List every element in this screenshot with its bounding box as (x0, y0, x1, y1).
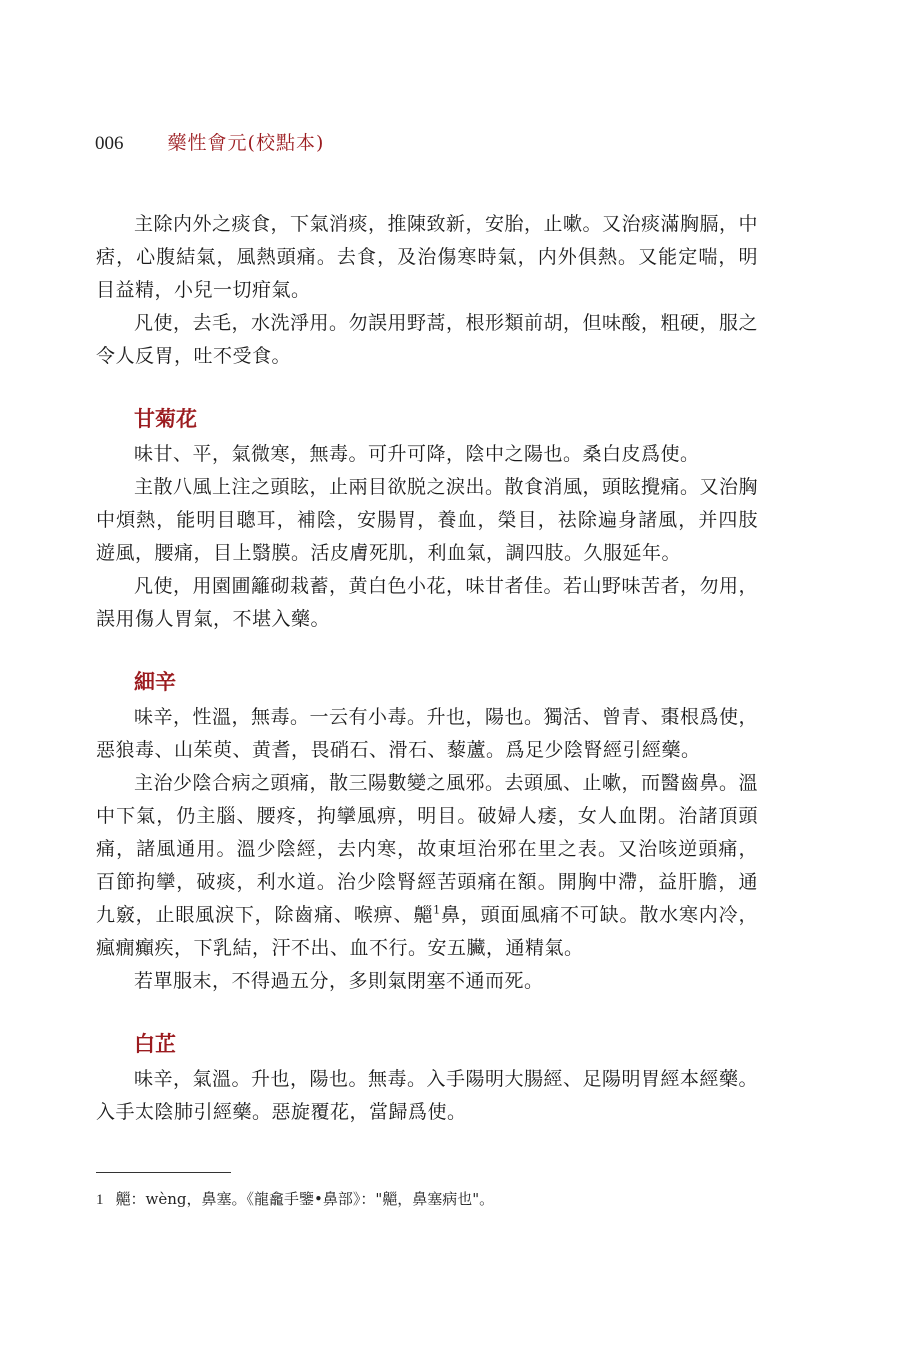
footnote-divider (96, 1172, 231, 1173)
entry-heading: 甘菊花 (134, 406, 197, 431)
paragraph: 若單服末，不得過五分，多則氣閉塞不通而死。 (134, 970, 544, 992)
paragraph: 凡使，去毛，水洗淨用。勿誤用野蒿，根形類前胡，但味酸，粗硬，服之令人反胃，吐不受食。 (96, 312, 759, 367)
footnote-reference: 1 (433, 903, 441, 917)
page-number: 006 (95, 133, 124, 154)
footnote-text: 齆：wèng，鼻塞。《龍龕手鑒•鼻部》："齆，鼻塞病也"。 (115, 1190, 495, 1208)
paragraph: 主除内外之痰食，下氣消痰，推陳致新，安胎，止嗽。又治痰滿胸膈，中痞，心腹結氣，風熱頭痛。去食，及治傷寒時氣，内外俱熱。又能定喘，明目益精，小兒一切疳氣。 (96, 213, 759, 301)
main-text (96, 208, 758, 1129)
text-segment: 鼻，頭面風痛不可缺。散水寒内冷，瘋癇癲疾，下乳結，汗不出、血不行。安五臟，通精氣。 (96, 904, 758, 959)
footnote-mark: 1 (96, 1192, 104, 1208)
paragraph: 味甘、平，氣微寒，無毒。可升可降，陰中之陽也。桑白皮爲使。 (134, 443, 700, 465)
footnote (96, 1188, 494, 1209)
running-title: 藥性會元(校點本) (167, 132, 325, 154)
paragraph: 味辛，性溫，無毒。一云有小毒。升也，陽也。獨活、曾青、棗根爲使，惡狼毒、山茱萸、黄耆，畏硝石、滑石、藜蘆。爲足少陰腎經引經藥。 (96, 706, 759, 761)
paragraph: 凡使，用園圃籬砌栽蓄，黄白色小花，味甘者佳。若山野味苦者，勿用，誤用傷人胃氣，不堪入藥。 (96, 575, 759, 630)
page-header (95, 128, 324, 155)
paragraph: 主散八風上注之頭眩，止兩目欲脱之淚出。散食消風，頭眩攪痛。又治胸中煩熱，能明目聰耳，補陰，安腸胃，養血，榮目，祛除遍身諸風，并四肢遊風，腰痛，目上翳膜。活皮膚死肌，利血氣，調四肢。久服延年。 (96, 476, 759, 564)
entry-heading: 細辛 (134, 669, 176, 694)
paragraph: 味辛，氣溫。升也，陽也。無毒。入手陽明大腸經、足陽明胃經本經藥。入手太陰肺引經藥。惡旋覆花，當歸爲使。 (96, 1068, 759, 1123)
paragraph-with-note (96, 767, 758, 965)
text-segment: 主治少陰合病之頭痛，散三陽數變之風邪。去頭風、止嗽，而醫齒鼻。溫中下氣，仍主腦、腰疼，拘攣風痹，明目。破婦人痿，女人血閉。治諸頂頭痛，諸風通用。溫少陰經，去内寒，故東垣治邪在里之表。又治咳逆頭痛，百節拘攣，破痰，利水道。治少陰腎經苦頭痛在額。開胸中滯，益肝膽，通九竅，止眼風淚下，除齒痛、喉痹、齆 (96, 772, 759, 926)
entry-heading: 白芷 (134, 1031, 176, 1056)
